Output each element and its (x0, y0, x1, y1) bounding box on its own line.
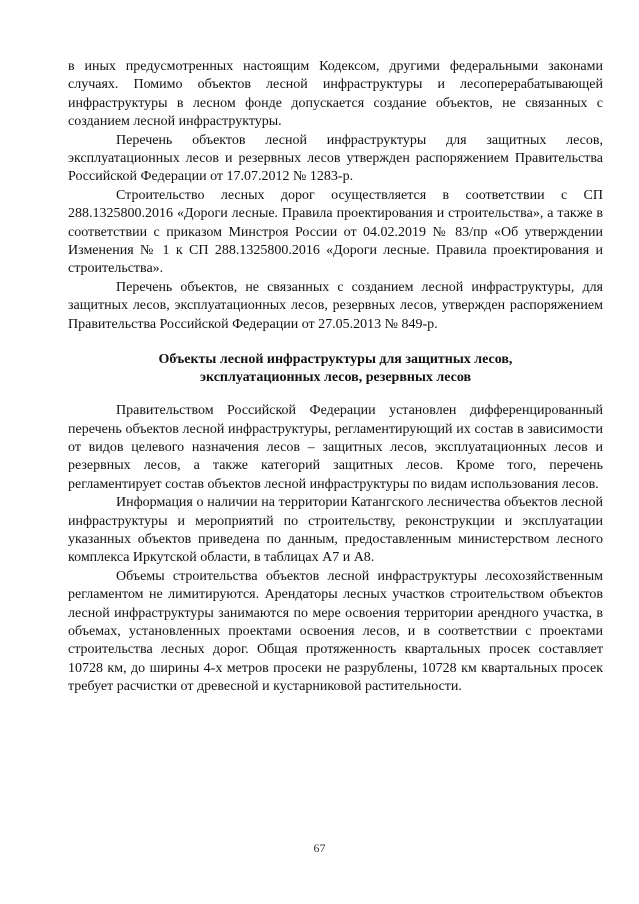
paragraph-construction-volumes: Объемы строительства объектов лесной инфраструктуры лесохозяйственным регламентом не лимитируются. Арендаторы лесных участков строительством объектов лесной инфраструктуры занимаются по мере освоения территории арендного участка, в объемах, установленных проектами освоения лесов, и в соответствии с проектами строительства лесных дорог. Общая протяженность квартальных просек составляет 10728 км, до ширины 4-х метров просеки не разрублены, 10728 км квартальных просек требует расчистки от древесной и кустарниковой растительности. (68, 568, 603, 695)
paragraph-infrastructure-list: Перечень объектов лесной инфраструктуры для защитных лесов, эксплуатационных лесов и резервных лесов утвержден распоряжением Правительства Российской Федерации от 17.07.2012 № 1283-р. (68, 132, 603, 185)
section-heading (68, 351, 603, 386)
paragraph-non-infrastructure-list: Перечень объектов, не связанных с созданием лесной инфраструктуры, для защитных лесов, эксплуатационных лесов, резервных лесов, утвержден распоряжением Правительства Российской Федерации от 27.05.2013 № 849-р. (68, 279, 603, 332)
section-heading-line-1: Объекты лесной инфраструктуры для защитных лесов, (158, 352, 513, 368)
page-number: 67 (313, 841, 326, 855)
paragraph-katanga-info: Информация о наличии на территории Катангского лесничества объектов лесной инфраструктуры и мероприятий по строительству, реконструкции и эксплуатации указанных объектов приведена по данным, предоставленным министерством лесного комплекса Иркутской области, в таблицах А7 и А8. (68, 495, 603, 566)
paragraph-forest-roads: Строительство лесных дорог осуществляется в соответствии с СП 288.1325800.2016 «Дороги лесные. Правила проектирования и строительства», а также в соответствии с приказом Минстроя России от 04.02.2019 № 83/пр «Об утверждении Изменения № 1 к СП 288.1325800.2016 «Дороги лесные. Правила проектирования и строительства». (68, 187, 603, 277)
paragraph-continuation: в иных предусмотренных настоящим Кодексом, другими федеральными законами случаях. Помимо объектов лесной инфраструктуры и лесоперерабатывающей инфраструктуры в лесном фонде допускается создание объектов, не связанных с созданием лесной инфраструктуры. (68, 59, 603, 130)
paragraph-government-list: Правительством Российской Федерации установлен дифференцированный перечень объектов лесной инфраструктуры, регламентирующий их состав в зависимости от видов целевого назначения лесов – защитных лесов, эксплуатационных лесов и резервных лесов, а также категорий защитных лесов. Кроме того, перечень регламентирует состав объектов лесной инфраструктуры по видам использования лесов. (68, 403, 603, 492)
section-heading-line-2: эксплуатационных лесов, резервных лесов (199, 369, 472, 385)
document-page (68, 58, 603, 697)
